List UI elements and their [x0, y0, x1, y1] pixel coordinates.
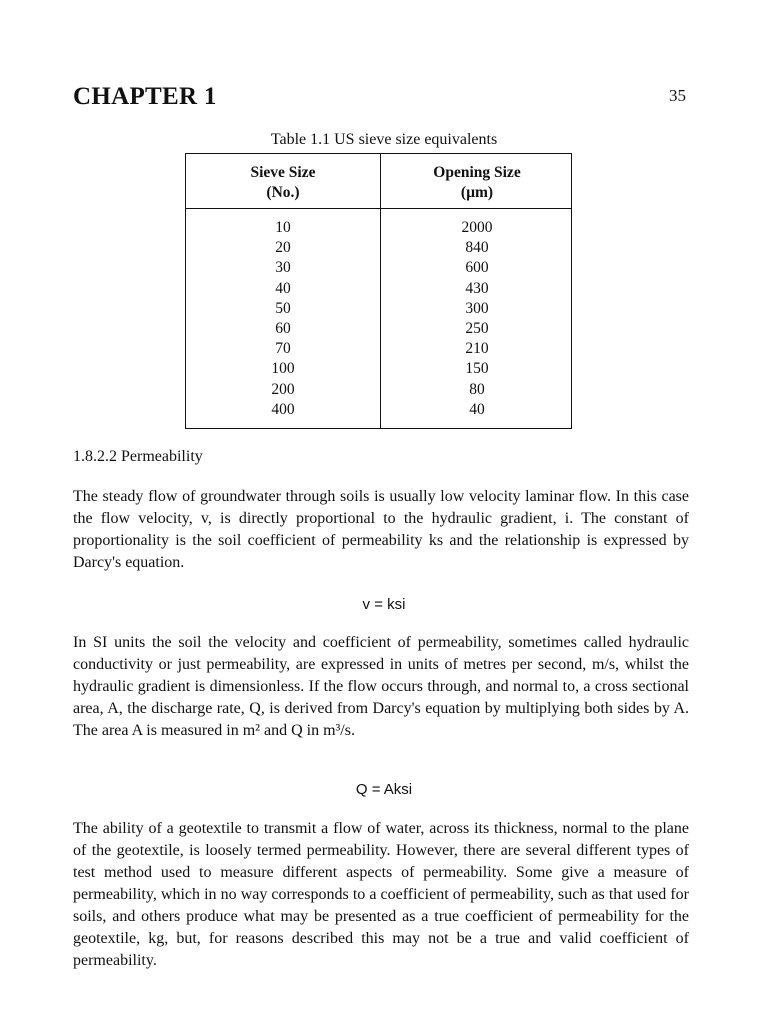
- column-header-sieve-size: [186, 163, 380, 203]
- body-paragraph: The steady flow of groundwater through soils is usually low velocity laminar flow. In this case the flow velocity, v, is directly proportional to the hydraulic gradient, i. The constant of proportionality is the soil coefficient of permeability ks and the relationship is expressed by Darcy's equation.: [73, 488, 689, 571]
- column-unit: (No.): [266, 184, 300, 201]
- body-paragraph: The ability of a geotextile to transmit a flow of water, across its thickness, normal to the plane of the geotextile, is loosely termed permeability. However, there are several different types of test method used to measure different aspects of permeability. Some give a measure of permeability, which in no way corresponds to a coefficient of permeability, such as that used for soils, and others produce what may be presented as a true coefficient of permeability for the geotextile, kg, but, for reasons described this may not be a true and valid coefficient of permeability.: [73, 820, 689, 969]
- table-cell: 20: [275, 239, 291, 257]
- table-cell: 70: [275, 340, 291, 358]
- sieve-size-table: [185, 153, 572, 429]
- opening-size-column: [380, 218, 574, 420]
- column-unit: (µm): [460, 184, 494, 201]
- column-header-opening-size: [380, 163, 574, 203]
- table-cell: 250: [465, 320, 489, 338]
- table-cell: 400: [271, 400, 295, 418]
- table-cell: 80: [469, 380, 485, 398]
- table-cell: 300: [465, 299, 489, 317]
- table-cell: 600: [465, 259, 489, 277]
- table-cell: 50: [275, 299, 291, 317]
- table-cell: 100: [271, 360, 295, 378]
- chapter-title: CHAPTER 1: [73, 83, 217, 110]
- sieve-number-column: [186, 218, 380, 420]
- table-cell: 430: [465, 279, 489, 297]
- darcy-equation: v = ksi: [362, 596, 406, 613]
- table-caption: Table 1.1 US sieve size equivalents: [270, 131, 498, 148]
- table-cell: 40: [275, 279, 291, 297]
- table-cell: 840: [465, 239, 489, 257]
- column-title: Sieve Size: [250, 164, 316, 181]
- table-cell: 210: [465, 340, 489, 358]
- page-number: 35: [669, 86, 686, 105]
- header-rule: [186, 208, 571, 209]
- table-cell: 40: [469, 400, 485, 418]
- table-cell: 10: [275, 219, 291, 236]
- section-heading: 1.8.2.2 Permeability: [73, 448, 203, 465]
- column-title: Opening Size: [433, 164, 521, 181]
- table-cell: 2000: [461, 219, 493, 236]
- table-cell: 60: [275, 320, 291, 338]
- body-paragraph: In SI units the soil the velocity and coefficient of permeability, sometimes called hydraulic conductivity or just permeability, are expressed in units of metres per second, m/s, whilst the hydraulic gradient is dimensionless. If the flow occurs through, and normal to, a cross sectional area, A, the discharge rate, Q, is derived from Darcy's equation by multiplying both sides by A. The area A is measured in m² and Q in m³/s.: [73, 634, 689, 739]
- table-cell: 30: [275, 259, 291, 277]
- table-cell: 200: [271, 380, 295, 398]
- table-cell: 150: [465, 360, 489, 378]
- discharge-equation: Q = Aksi: [355, 781, 413, 798]
